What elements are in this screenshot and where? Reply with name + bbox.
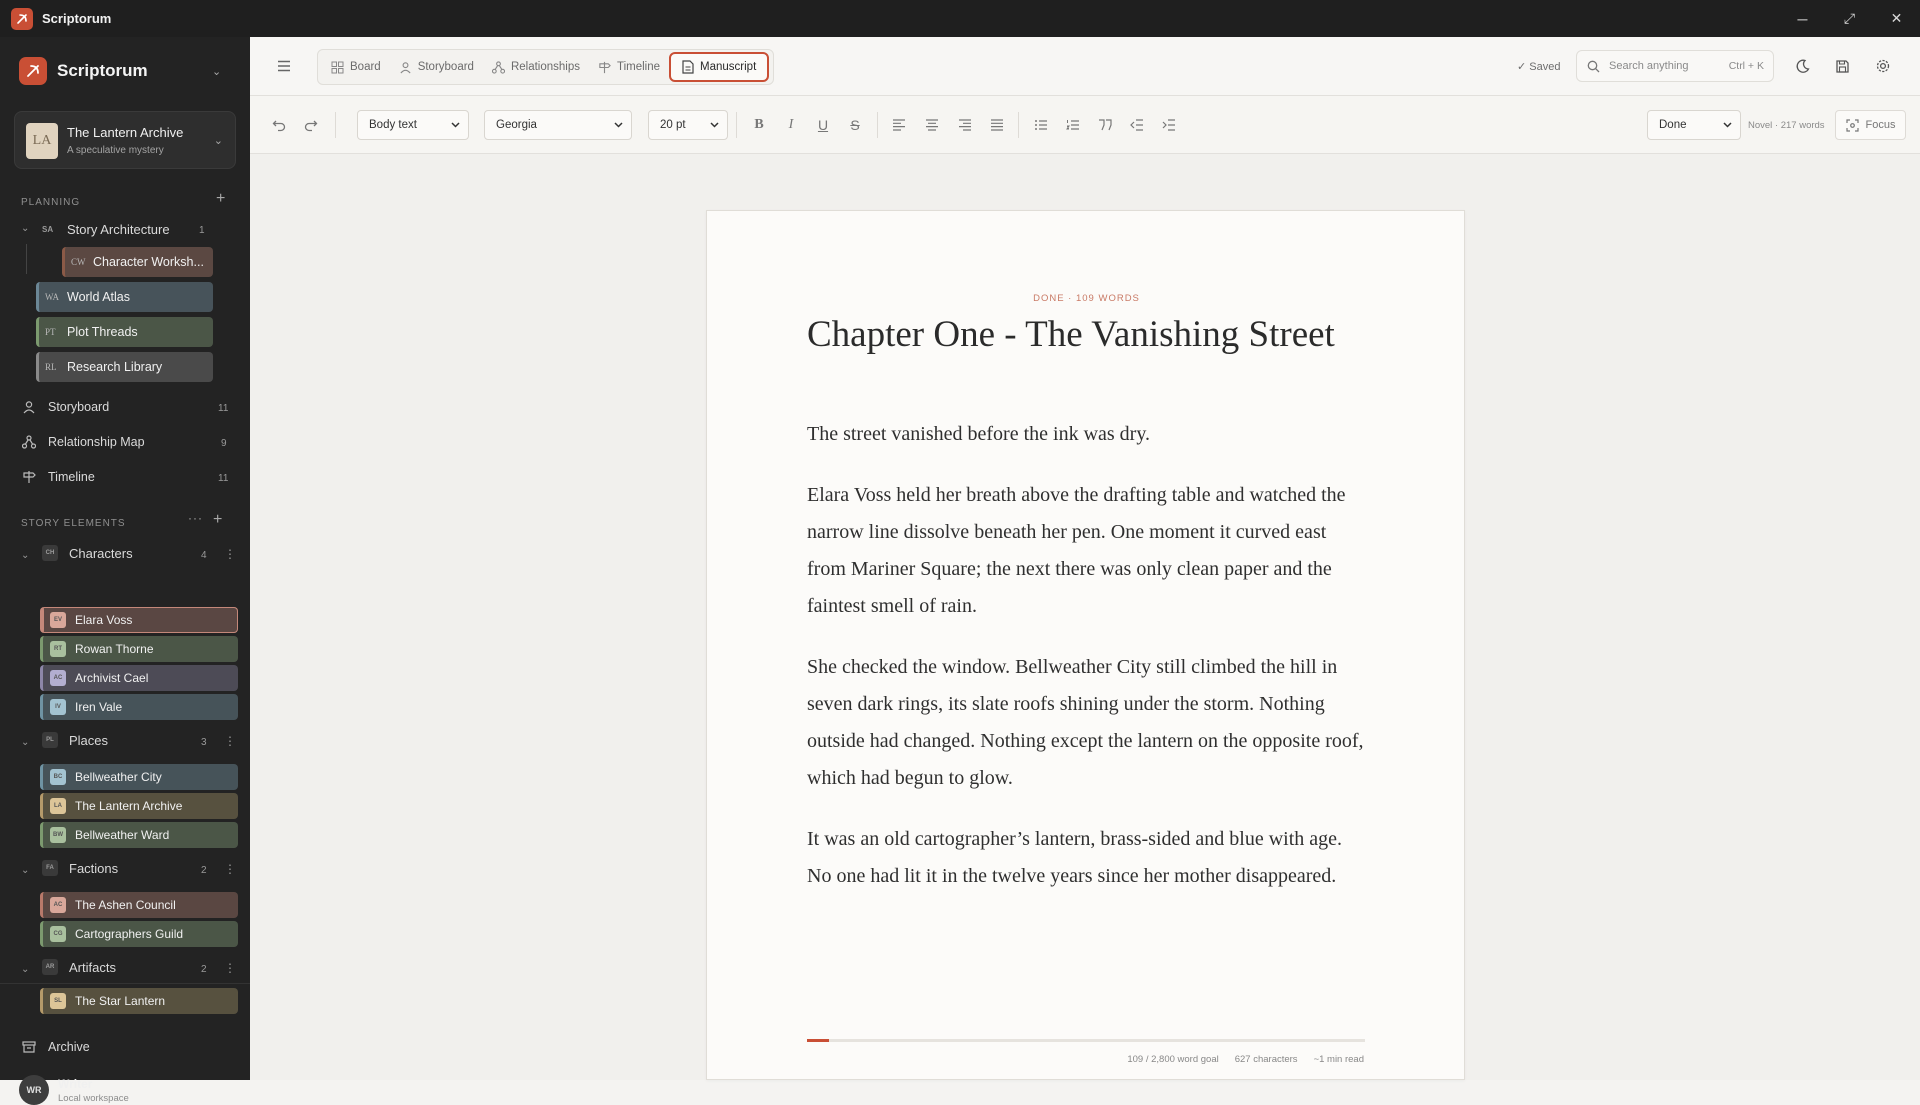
planning-item-plot-threads[interactable]: PT Plot Threads [36,317,213,347]
brand[interactable] [19,57,148,85]
document-icon [682,60,694,74]
project-subtitle: A speculative mystery [67,145,164,156]
chevron-down-icon[interactable]: ⌄ [21,550,30,561]
element-elara-voss[interactable]: EV Elara Voss [40,607,238,633]
project-switcher[interactable] [14,111,236,169]
read-time: ~1 min read [1313,1054,1364,1065]
minimize-button[interactable]: ─ [1797,10,1808,27]
bold-icon[interactable]: B [754,117,764,132]
archive-icon [21,1040,37,1054]
group-characters[interactable]: CH Characters [42,545,133,561]
menu-icon[interactable] [275,57,293,75]
check-icon: ✓ [1517,61,1527,73]
goal-stats [1127,1054,1364,1065]
characters-icon: CH [42,545,58,561]
tab-storyboard[interactable]: Storyboard [390,52,483,82]
search-icon [1587,60,1600,73]
factions-icon: FA [42,860,58,876]
top-bar [250,37,1920,96]
planning-root[interactable] [42,222,170,237]
outdent-icon[interactable] [1128,116,1146,134]
bullet-list-icon[interactable] [1032,116,1050,134]
kebab-icon[interactable]: ⋮ [224,547,236,561]
italic-icon[interactable]: I [788,117,794,132]
underline-icon[interactable]: U [817,117,829,133]
signpost-icon [21,470,37,484]
chevron-down-icon [451,122,460,128]
chevron-down-icon[interactable]: ⌄ [212,66,222,78]
kebab-icon[interactable]: ⋮ [224,734,236,748]
story-elements-label: STORY ELEMENTS [21,518,126,529]
characters-count: 4 [201,550,207,561]
user-name: Writer [58,1076,93,1091]
chevron-down-icon[interactable]: ⌄ [21,737,30,748]
indent-icon[interactable] [1160,116,1178,134]
paragraph-style-select[interactable]: Body text [357,110,469,140]
app-title: Scriptorum [42,11,112,26]
chevron-down-icon[interactable]: ⌄ [21,865,30,876]
user-icon [399,61,412,74]
sidebar [0,37,250,1104]
font-size-select[interactable]: 20 pt [648,110,728,140]
divider [1018,112,1019,138]
divider [335,112,336,138]
nav-storyboard-count: 11 [218,403,229,414]
tab-manuscript[interactable]: Manuscript [669,52,769,82]
maximize-button[interactable]: ⤢ [1843,10,1856,26]
chevron-down-icon [614,122,623,128]
search-placeholder: Search anything [1609,60,1689,72]
relationship-icon [492,61,505,74]
places-icon: PL [42,732,58,748]
chevron-down-icon: ⌄ [213,135,223,147]
artifacts-icon: AR [42,959,58,975]
character-count: 627 characters [1234,1054,1298,1065]
artifacts-count: 2 [201,964,207,975]
word-goal-label: 109 / 2,800 word goal [1127,1054,1219,1065]
element-iren-vale[interactable]: IV Iren Vale [40,694,238,720]
planning-item-character-workshop[interactable]: CW Character Worksh... [62,247,213,277]
gear-icon[interactable] [1874,57,1892,75]
planning-label: PLANNING [21,197,81,208]
app-logo-icon [11,8,33,30]
nav-relationship-count: 9 [221,438,227,449]
chapter-meta: DONE · 109 WORDS [1033,293,1140,304]
chevron-down-icon [1723,122,1732,128]
project-avatar: LA [26,123,58,159]
search-shortcut: Ctrl + K [1728,60,1764,72]
tab-board[interactable]: Board [322,52,390,82]
group-places[interactable]: PL Places [42,732,108,748]
status-select[interactable]: Done [1647,110,1741,140]
quote-icon[interactable] [1096,116,1114,134]
places-count: 3 [201,737,207,748]
title-bar [0,0,1920,37]
element-star-lantern[interactable]: SL The Star Lantern [40,988,238,1014]
planning-item-world-atlas[interactable]: WA World Atlas [36,282,213,312]
redo-icon[interactable] [302,116,320,134]
project-title: The Lantern Archive [67,125,184,140]
nav-timeline-count: 11 [218,473,229,484]
board-icon [331,61,344,74]
align-center-icon[interactable] [923,116,941,134]
search-input[interactable] [1576,50,1774,82]
editor-canvas [250,154,1920,1080]
planning-root-count: 1 [199,225,205,236]
numbered-list-icon[interactable] [1064,116,1082,134]
add-element-icon[interactable]: + [213,511,223,528]
element-archivist-cael[interactable]: AC Archivist Cael [40,665,238,691]
user-icon [21,400,37,414]
divider [877,112,878,138]
avatar: WR [19,1075,49,1105]
font-select[interactable]: Georgia [484,110,632,140]
strikethrough-icon[interactable]: S [850,117,860,133]
align-justify-icon[interactable] [988,116,1006,134]
manuscript-page[interactable] [706,210,1465,1080]
format-toolbar [250,96,1920,154]
align-right-icon[interactable] [956,116,974,134]
user-subtitle: Local workspace [58,1092,129,1104]
story-architecture-icon: SA [42,225,54,234]
tab-relationships[interactable]: Relationships [483,52,589,82]
close-button[interactable]: ✕ [1890,10,1903,26]
brand-logo-icon [19,57,47,85]
brand-name: Scriptorum [57,61,148,80]
paragraph[interactable]: Elara Voss held her breath above the drafting table and watched the narrow line dissolve beneath her pen. One moment it curved east from Mariner Square; the next there was only clean paper and the faintest smell of rain. [807,484,1346,617]
relationship-icon [21,435,37,449]
paragraph[interactable]: The street vanished before the ink was dry. [807,423,1151,445]
group-artifacts[interactable]: AR Artifacts [42,959,116,975]
add-planning-icon[interactable]: + [216,190,226,207]
moon-icon[interactable] [1793,57,1811,75]
chevron-down-icon[interactable]: ⌄ [21,223,30,234]
kebab-icon[interactable]: ⋮ [224,862,236,876]
word-count: Novel · 217 words [1748,120,1825,131]
element-bellweather-city[interactable]: BC Bellweather City [40,764,238,790]
chapter-title[interactable]: Chapter One - The Vanishing Street [807,314,1335,355]
chevron-down-icon[interactable]: ⌄ [21,964,30,975]
word-goal-progress-fill [807,1039,829,1042]
signpost-icon [598,61,611,74]
focus-icon [1846,119,1859,132]
undo-icon[interactable] [270,116,288,134]
align-left-icon[interactable] [890,116,908,134]
divider [736,112,737,138]
element-rowan-thorne[interactable]: RT Rowan Thorne [40,636,238,662]
nav-archive[interactable]: Archive [21,1040,90,1054]
planning-item-research-library[interactable]: RL Research Library [36,352,213,382]
paragraph[interactable]: She checked the window. Bellweather City still climbed the hill in seven dark rings, its slate roofs shining under the storm. Nothing outside had changed. Nothing except the lantern on the opposite roof, which had begun to glow. [807,656,1364,789]
planning-root-label: Story Architecture [67,222,170,237]
kebab-icon[interactable]: ⋮ [224,961,236,975]
element-cartographers-guild[interactable]: CG Cartographers Guild [40,921,238,947]
element-bellweather-ward[interactable]: BW Bellweather Ward [40,822,238,848]
save-icon[interactable] [1833,57,1851,75]
chevron-down-icon [710,122,719,128]
paragraph[interactable]: It was an old cartographer’s lantern, brass-sided and blue with age. No one had lit it in the twelve years since her mother disappeared. [807,828,1343,887]
focus-button[interactable]: Focus [1835,110,1906,140]
element-lantern-archive[interactable]: LA The Lantern Archive [40,793,238,819]
nav-storyboard[interactable]: Storyboard [21,400,109,414]
more-icon[interactable]: ··· [188,511,203,525]
tab-timeline[interactable]: Timeline [589,52,669,82]
nav-relationship-map[interactable]: Relationship Map [21,435,145,449]
group-factions[interactable]: FA Factions [42,860,118,876]
chapter-body[interactable] [807,416,1367,919]
factions-count: 2 [201,865,207,876]
save-status: ✓ Saved [1517,61,1561,73]
nav-timeline[interactable]: Timeline [21,470,95,484]
word-goal-progress [807,1039,1365,1042]
view-tabs [317,49,774,85]
element-ashen-council[interactable]: AC The Ashen Council [40,892,238,918]
